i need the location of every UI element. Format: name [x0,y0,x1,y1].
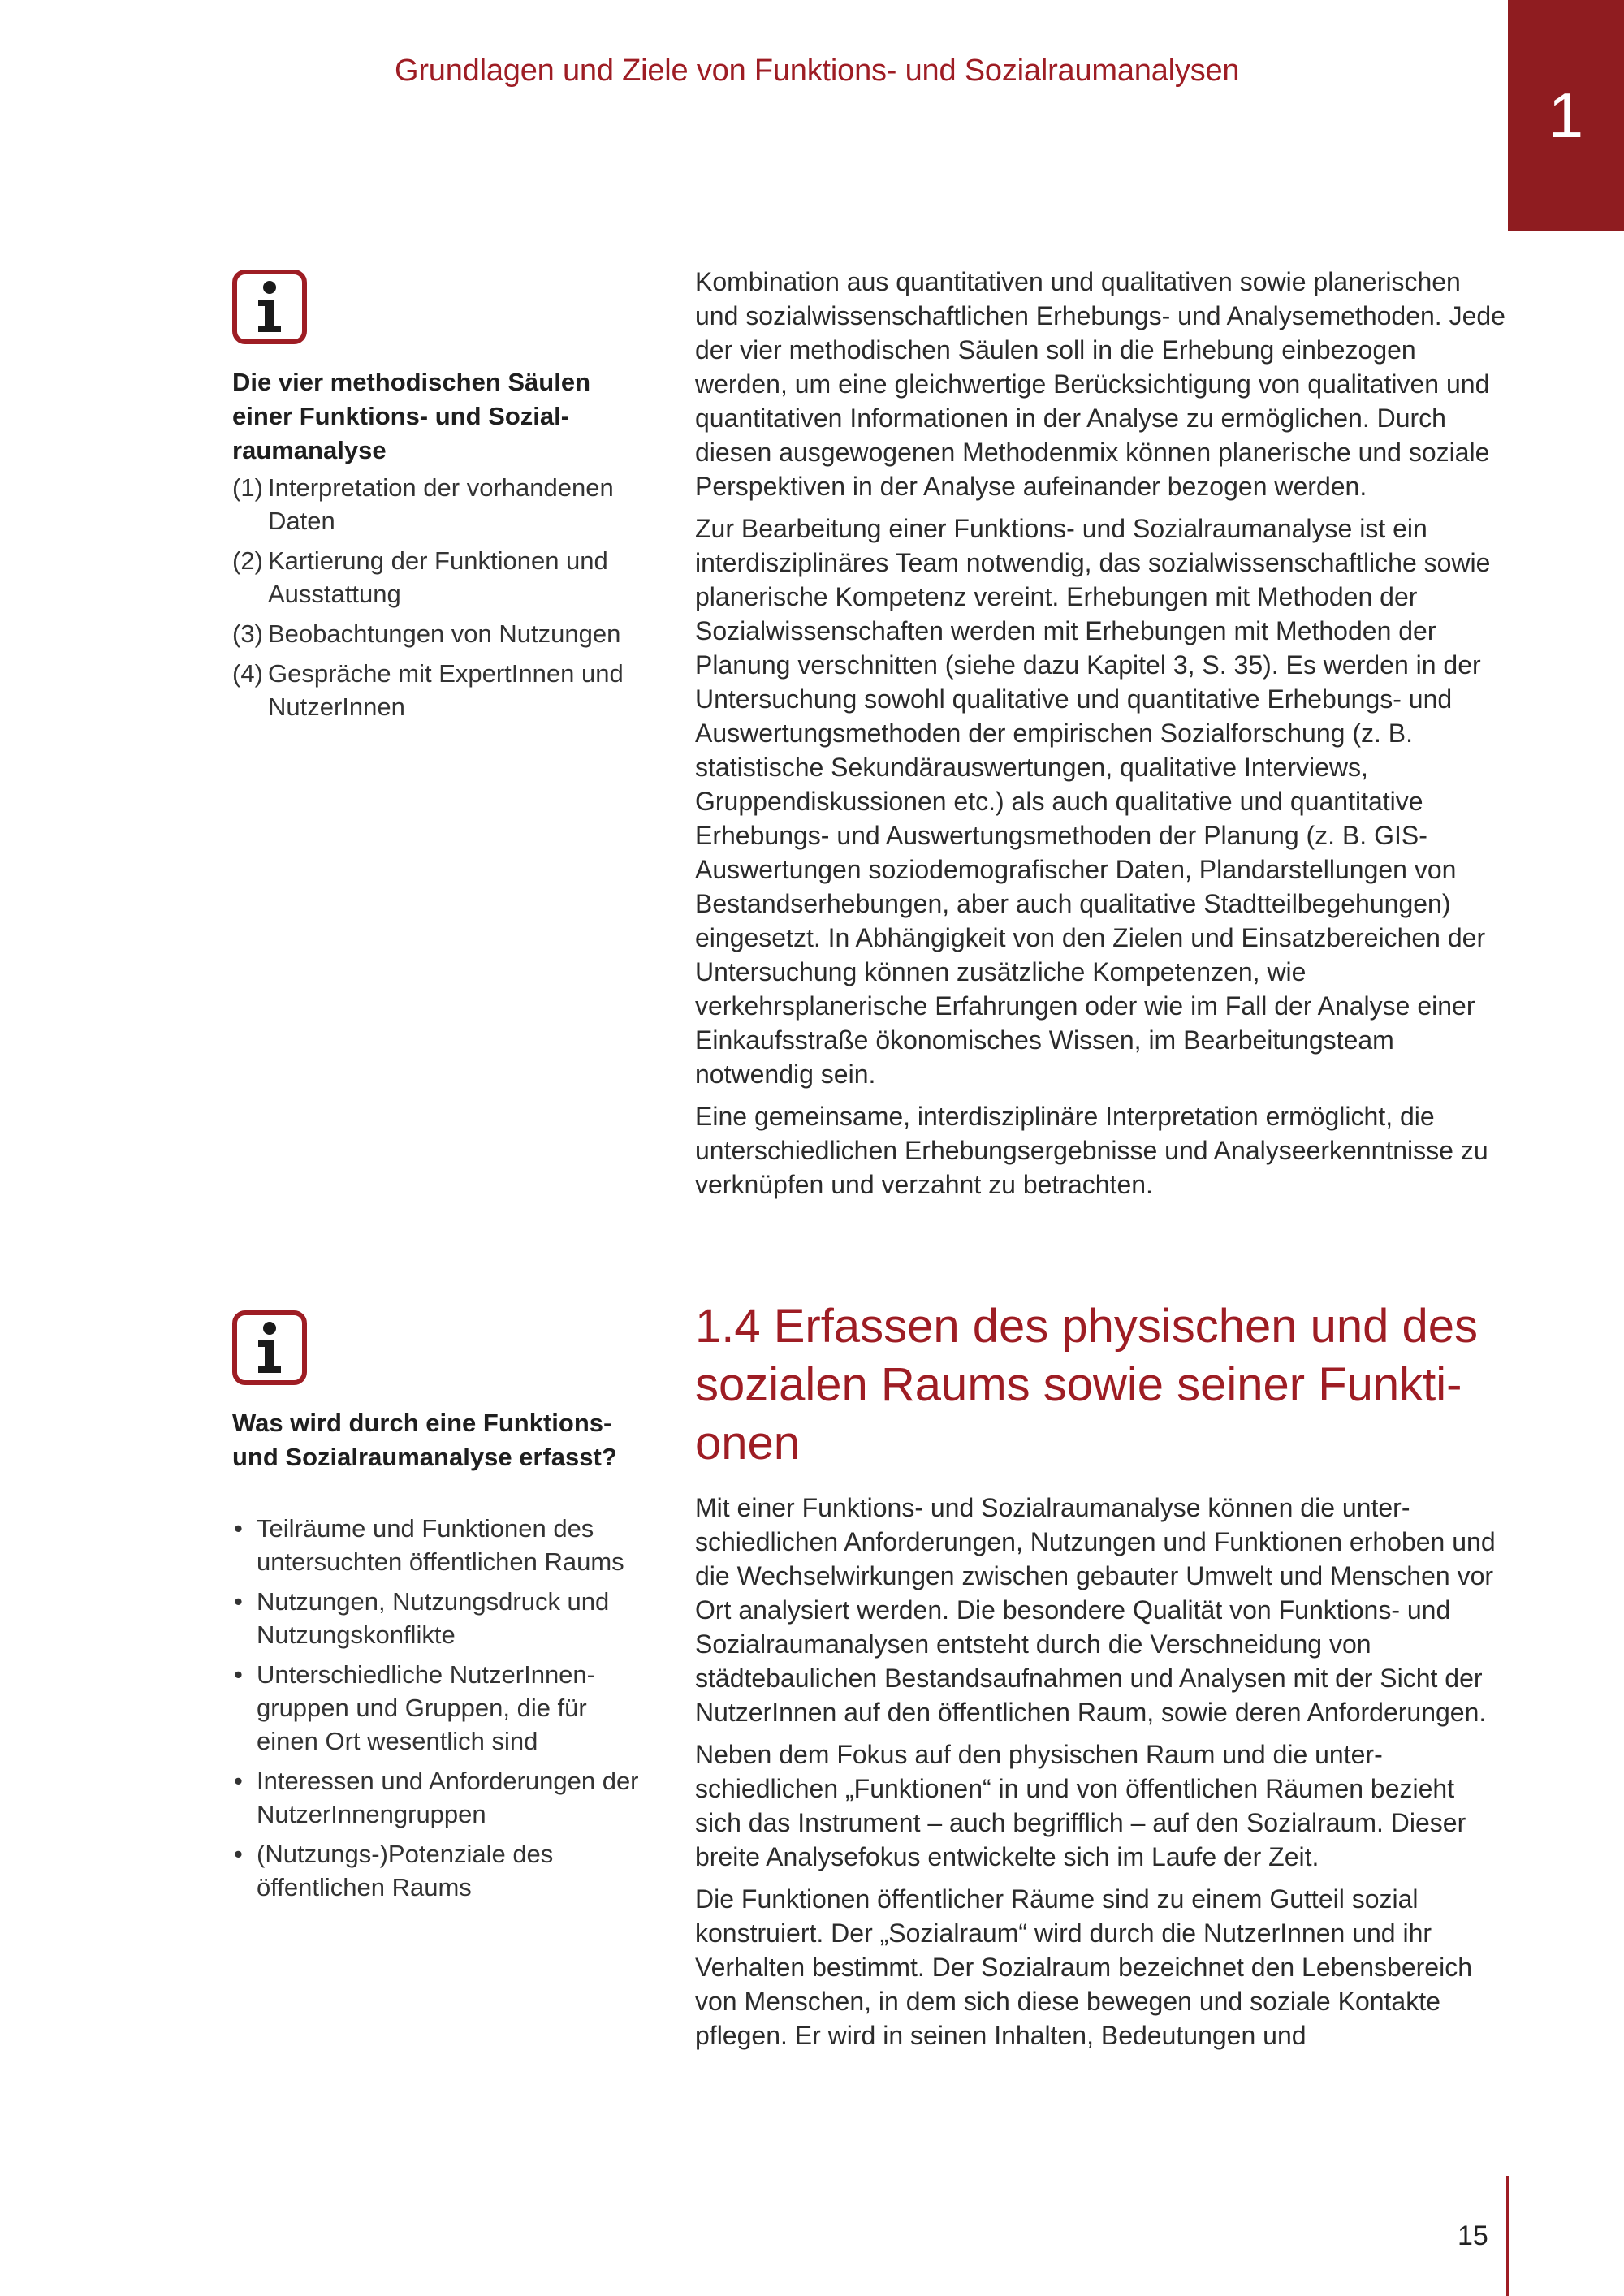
chapter-tab [1508,0,1624,231]
chapter-number: 1 [1548,80,1584,151]
running-header-title: Grundlagen und Ziele von Funktions- und Sozialraumanalysen [395,54,1240,88]
paragraph: Neben dem Fokus auf den physischen Raum und die unterschiedlichen „Funktionen“ in und von öffentlichen Räumen bezieht sich das Instrument – auch begrifflich – auf den Sozialraum. Dieser breite Analysefokus entwickelte sich im Laufe der Zeit. [695,1740,1466,1871]
list-item: • (Nutzungs-)Potenziale des öffentlichen Raums [234,1840,554,1901]
list-item: • Nutzungen, Nutzungsdruck und Nutzungskonflikte [234,1587,610,1649]
analysis-scope-list [232,1512,654,1910]
infobox-title: Die vier methodischen Säulen einer Funktions- und Sozialraumanalyse [232,368,591,464]
page-number: 15 [1458,2220,1488,2251]
list-item: (4) Gespräche mit ExpertInnen und NutzerInnen [232,659,624,721]
body-text-bottom [695,1491,1507,2061]
list-item: (2) Kartierung der Funktionen und Ausstattung [232,546,608,608]
section-heading: 1.4 Erfassen des physischen und des sozialen Raums sowie seiner Funktionen [695,1300,1479,1470]
methodology-pillars-list [232,471,654,730]
info-icon [232,270,307,344]
list-item: • Teilräume und Funktionen des untersuchten öffentlichen Raums [234,1514,624,1576]
list-item: (3) Beobachtungen von Nutzungen [232,619,621,648]
paragraph: Mit einer Funktions- und Sozialraumanalyse können die unterschiedlichen Anforderungen, Nutzungen und Funktionen erhoben und die Wechselwirkungen zwischen gebauter Umwelt und Menschen vor Ort analysiert werden. Die besondere Qualität von Funktions- und Sozialraumanalysen entsteht durch die Verschneidung von städtebaulichen Bestandsaufnahmen und Analysen mit der Sicht der NutzerInnen auf den öffentlichen Raum, sowie deren Anforderungen. [695,1493,1496,1727]
infobox-title: Was wird durch eine Funktions- und Sozialraumanalyse erfasst? [232,1409,617,1471]
page-number-rule [1506,2176,1509,2296]
list-item: (1) Interpretation der vorhandenen Daten [232,473,614,535]
paragraph: Die Funktionen öffentlicher Räume sind zu einem Gutteil sozial konstruiert. Der „Sozialraum“ wird durch die NutzerInnen und ihr Verhalten bestimmt. Der Sozialraum bezeichnet den Lebensbereich von Menschen, in dem sich diese bewegen und soziale Kontakte pflegen. Er wird in seinen Inhalten, Bedeutungen und [695,1884,1472,2050]
info-icon [232,1310,307,1385]
list-item: • Unterschiedliche NutzerInnengruppen und Gruppen, die für einen Ort wesentlich sind [234,1660,595,1755]
paragraph: Eine gemeinsame, interdisziplinäre Interpretation ermöglicht, die unterschiedlichen Erhebungsergebnisse und Analyseerkenntnisse zu verknüpfen und verzahnt zu betrachten. [695,1102,1488,1199]
paragraph: Kombination aus quantitativen und qualitativen sowie planerischen und sozialwissenschaftlichen Erhebungs- und Analysemethoden. Jede der vier methodischen Säulen soll in die Erhebung einbezogen werden, um eine gleichwertige Berücksichtigung von qualitativen und quantitativen Informationen in der Analyse zu ermöglichen. Durch diesen ausgewogenen Methodenmix können planerische und soziale Perspektiven in der Analyse aufeinander bezogen werden. [695,267,1505,501]
list-item: • Interessen und Anforderungen der NutzerInnengruppen [234,1767,639,1828]
body-text-top [695,265,1507,1210]
paragraph: Zur Bearbeitung einer Funktions- und Sozialraumanalyse ist ein interdisziplinäres Team notwendig, das sozialwissenschaftliche sowie planerische Kompetenz vereint. Erhebungen mit Methoden der Sozialwissenschaften werden mit Erhebungen mit Methoden der Planung verschnitten (siehe dazu Kapitel 3, S. 35). Es werden in der Untersuchung sowohl qualitative und quantitative Erhebungs- und Auswertungsmethoden der empirischen Sozialforschung (z. B. statistische Sekundärauswertungen, qualitative Interviews, Gruppendiskussionen etc.) als auch qualitative und quantitative Erhebungs- und Auswertungsmethoden der Planung (z. B. GIS-Auswertungen soziodemografischer Daten, Plandarstellungen von Bestandserhebungen, aber auch qualitative Stadtteilbegehungen) eingesetzt. In Abhängigkeit von den Zielen und Einsatzbereichen der Untersuchung können zusätzliche Kompetenzen, wie verkehrsplanerische Erfahrungen oder wie im Fall der Analyse einer Einkaufsstraße ökonomisches Wissen, im Bearbeitungsteam notwendig sein. [695,514,1491,1089]
